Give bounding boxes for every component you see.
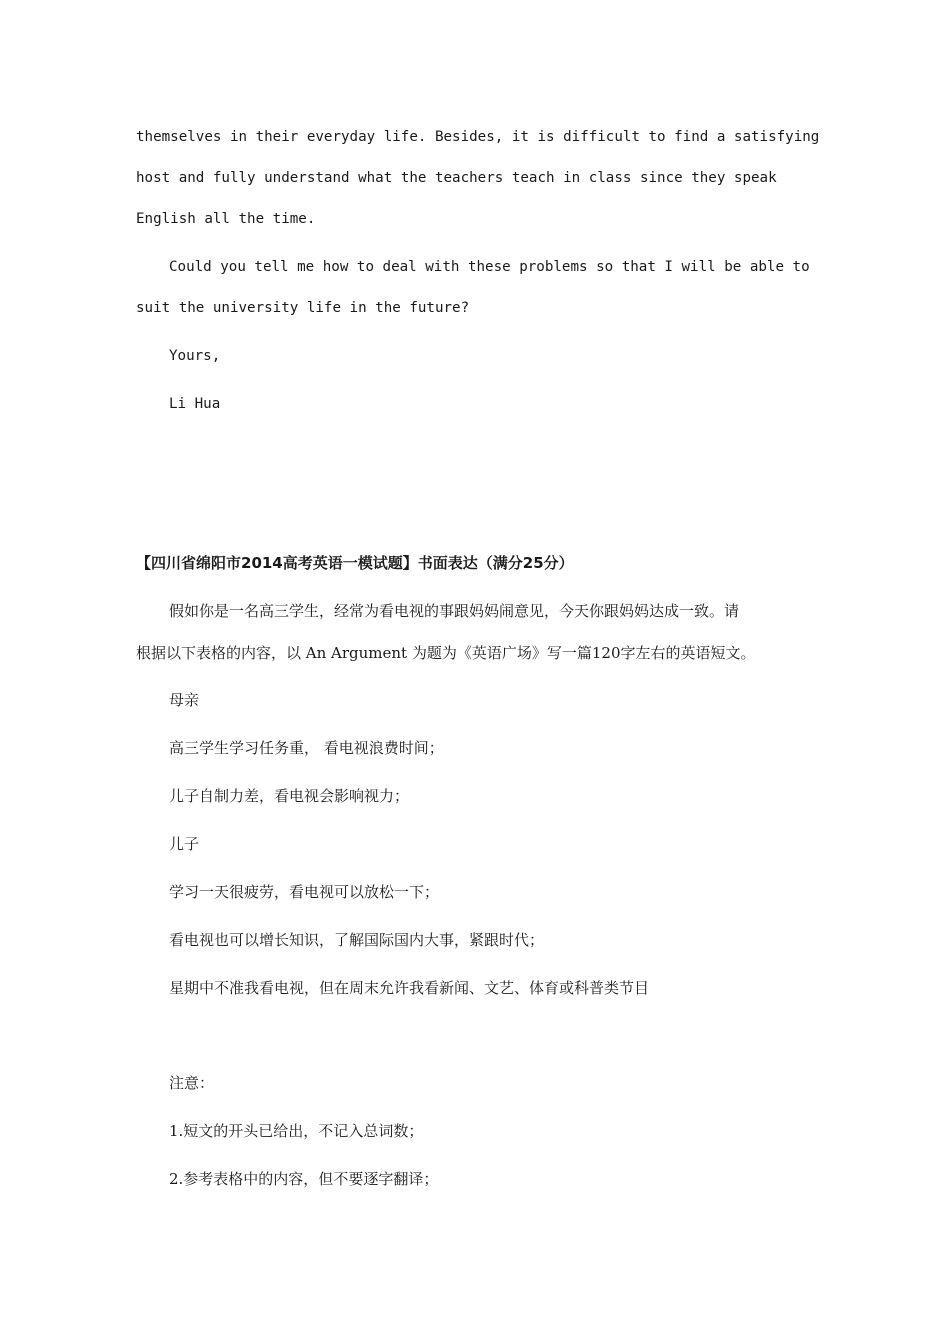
son-point-3: 星期中不准我看电视，但在周末允许我看新闻、文艺、体育或科普类节目 <box>169 979 650 997</box>
letter-para2-line-2: suit the university life in the future? <box>136 300 470 316</box>
task-intro-line-2: 根据以下表格的内容，以 An Argument 为题为《英语广场》写一篇120字左右的英语短文。 <box>136 644 756 662</box>
notes-label: 注意： <box>169 1074 215 1092</box>
task-intro-line-1: 假如你是一名高三学生，经常为看电视的事跟妈妈闹意见，今天你跟妈妈达成一致。请 <box>169 602 740 620</box>
letter-line-1: themselves in their everyday life. Besides, it is difficult to find a satisfying <box>136 129 820 145</box>
task-heading-source: 【四川省绵阳市2014高考英语一模试题】 <box>136 554 418 572</box>
son-point-2: 看电视也可以增长知识，了解国际国内大事，紧跟时代； <box>169 931 545 949</box>
note-1: 1.短文的开头已给出，不记入总词数； <box>169 1122 424 1140</box>
task-heading <box>136 553 574 573</box>
letter-para2-line-1: Could you tell me how to deal with these problems so that I will be able to <box>169 259 810 275</box>
mother-point-1: 高三学生学习任务重， 看电视浪费时间； <box>169 739 444 757</box>
note-2: 2.参考表格中的内容，但不要逐字翻译； <box>169 1170 439 1188</box>
mother-point-2: 儿子自制力差，看电视会影响视力； <box>169 787 410 805</box>
task-heading-title: 书面表达（满分25分） <box>417 554 574 572</box>
mother-label: 母亲 <box>169 691 200 709</box>
son-point-1: 学习一天很疲劳，看电视可以放松一下； <box>169 883 440 901</box>
letter-line-3: English all the time. <box>136 211 316 227</box>
letter-closing: Yours, <box>169 348 221 364</box>
letter-signature: Li Hua <box>169 396 221 412</box>
letter-line-2: host and fully understand what the teachers teach in class since they speak <box>136 170 777 186</box>
son-label: 儿子 <box>169 835 200 853</box>
